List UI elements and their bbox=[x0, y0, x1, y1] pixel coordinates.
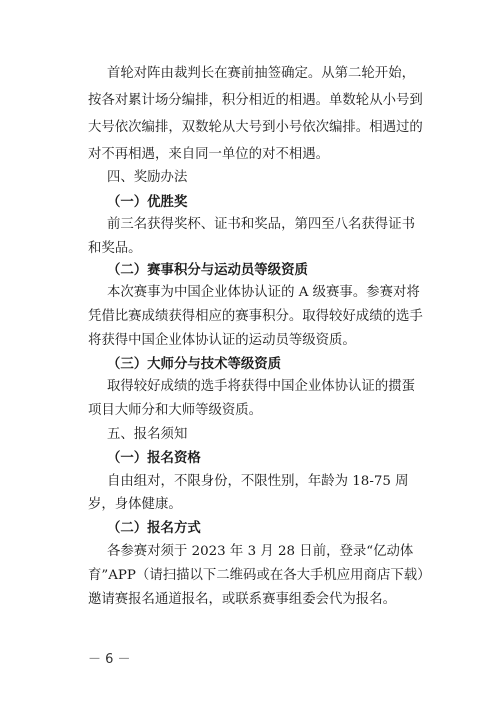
paragraph-line: 项目大师分和大师等级资质。 bbox=[88, 403, 263, 418]
subsection-heading: （二）赛事积分与运动员等级资质 bbox=[107, 262, 308, 278]
paragraph-line: 邀请赛报名通道报名，或联系赛事组委会代为报名。 bbox=[88, 592, 396, 607]
subsection-heading: （一）优胜奖 bbox=[107, 194, 188, 210]
section-heading: 四、奖励办法 bbox=[107, 170, 188, 185]
paragraph-line: 取得较好成绩的选手将获得中国企业体协认证的掼蛋 bbox=[107, 379, 415, 394]
paragraph-line: 前三名获得奖杯、证书和奖品，第四至八名获得证书 bbox=[107, 217, 415, 232]
paragraph-line: 本次赛事为中国企业体协认证的 A 级赛事。参赛对将 bbox=[107, 285, 420, 300]
page-number: － 6 － bbox=[88, 652, 131, 667]
paragraph-line: 各参赛对须于 2023 年 3 月 28 日前，登录“亿动体 bbox=[107, 544, 414, 559]
paragraph-line: 对不再相遇，来自同一单位的对不相遇。 bbox=[88, 147, 330, 162]
paragraph-line: 育”APP（请扫描以下二维码或在各大手机应用商店下载） bbox=[88, 568, 431, 583]
paragraph-line: 将获得中国企业体协认证的运动员等级资质。 bbox=[88, 333, 356, 348]
subsection-heading: （二）报名方式 bbox=[107, 520, 201, 536]
paragraph-line: 岁，身体健康。 bbox=[88, 497, 182, 512]
paragraph-line: 大号依次编排，双数轮从大号到小号依次编排。相遇过的 bbox=[88, 120, 423, 135]
paragraph-line: 按各对累计场分编排，积分相近的相遇。单数轮从小号到 bbox=[88, 93, 423, 108]
paragraph-line: 首轮对阵由裁判长在赛前抽签确定。从第二轮开始， bbox=[107, 66, 415, 81]
section-heading: 五、报名须知 bbox=[107, 427, 188, 442]
paragraph-line: 和奖品。 bbox=[88, 241, 142, 256]
paragraph-line: 自由组对，不限身份，不限性别，年龄为 18-75 周 bbox=[107, 474, 409, 489]
subsection-heading: （一）报名资格 bbox=[107, 450, 201, 466]
paragraph-line: 凭借比赛成绩获得相应的赛事积分。取得较好成绩的选手 bbox=[88, 309, 423, 324]
subsection-heading: （三）大师分与技术等级资质 bbox=[107, 356, 282, 372]
